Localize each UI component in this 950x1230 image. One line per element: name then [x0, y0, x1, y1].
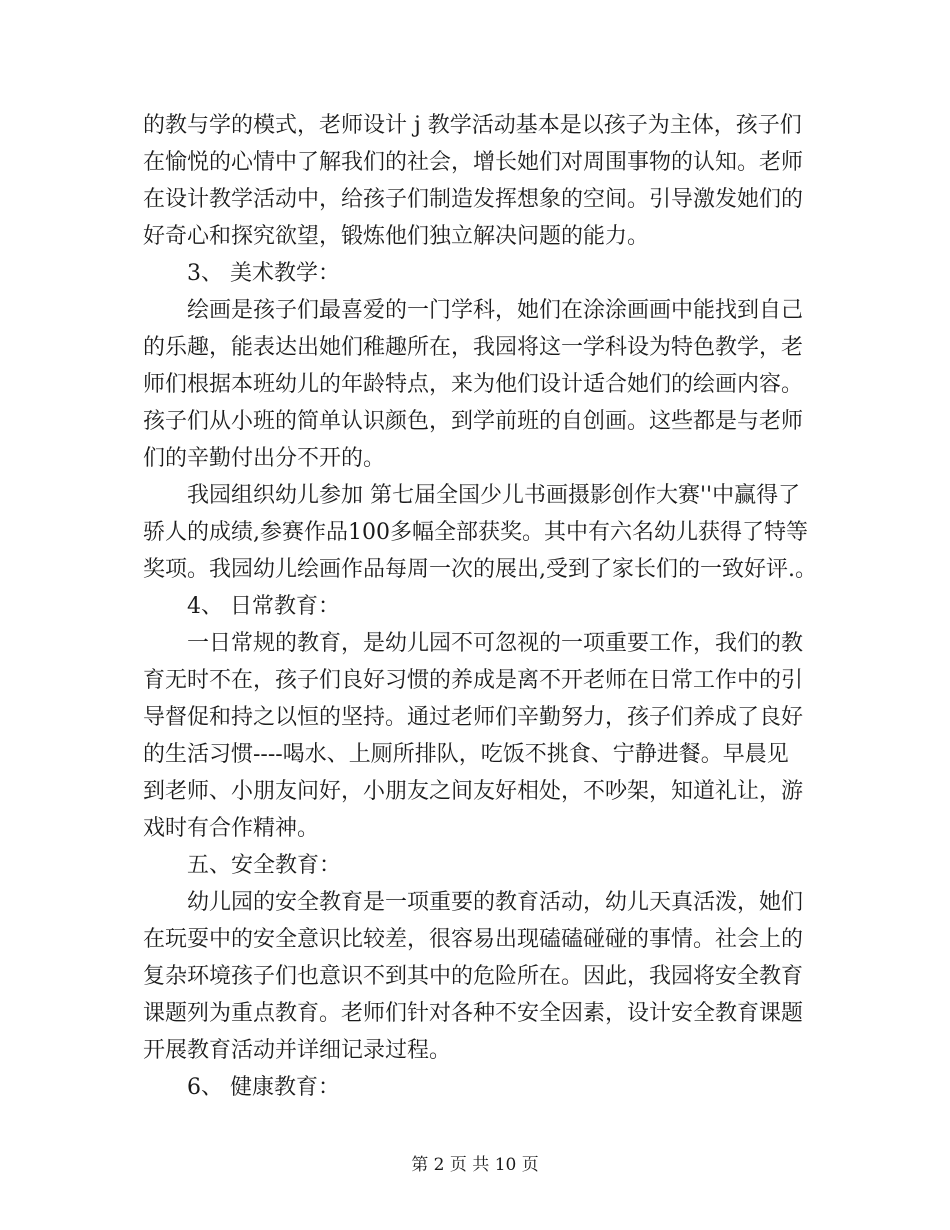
- paragraph-first-line: 幼儿园的安全教育是一项重要的教育活动，幼儿天真活泼，她们: [187, 890, 804, 915]
- body-line: 到老师、小朋友问好，小朋友之间友好相处，不吵架，知道礼让，游: [143, 779, 804, 804]
- body-line: 在玩耍中的安全意识比较差，很容易出现磕磕碰碰的事情。社会上的: [143, 927, 804, 952]
- body-line: 在愉悦的心情中了解我们的社会，增长她们对周围事物的认知。老师: [143, 150, 804, 175]
- body-line: 开展教育活动并详细记录过程。: [143, 1038, 452, 1063]
- body-line: 导督促和持之以恒的坚持。通过老师们辛勤努力，孩子们养成了良好: [143, 705, 804, 730]
- body-line: 孩子们从小班的简单认识颜色，到学前班的自创画。这些都是与老师: [143, 409, 804, 434]
- body-line: 好奇心和探究欲望，锻炼他们独立解决问题的能力。: [143, 224, 650, 249]
- paragraph-first-line: 绘画是孩子们最喜爱的一门学科，她们在涂涂画画中能找到自己: [187, 298, 804, 323]
- paragraph-first-line: 一日常规的教育，是幼儿园不可忽视的一项重要工作，我们的教: [187, 631, 804, 656]
- document-body: [143, 107, 823, 1106]
- body-line: 的生活习惯----喝水、上厕所排队，吃饭不挑食、宁静进餐。早晨见: [143, 742, 789, 767]
- body-line: 们的辛勤付出分不开的。: [143, 446, 386, 471]
- section-heading: 6、 健康教育：: [187, 1075, 340, 1100]
- body-line: 课题列为重点教育。老师们针对各种不安全因素，设计安全教育课题: [143, 1001, 804, 1026]
- body-line: 育无时不在，孩子们良好习惯的养成是离不开老师在日常工作中的引: [143, 668, 804, 693]
- body-line: 师们根据本班幼儿的年龄特点，来为他们设计适合她们的绘画内容。: [143, 372, 804, 397]
- body-line: 在设计教学活动中，给孩子们制造发挥想象的空间。引导激发她们的: [143, 187, 804, 212]
- section-heading: 4、 日常教育：: [187, 594, 340, 619]
- section-heading: 五、安全教育：: [187, 853, 342, 878]
- body-line: 戏时有合作精神。: [143, 816, 320, 841]
- page-number-footer: 第 2 页 共 10 页: [411, 1155, 539, 1175]
- body-line: 的乐趣，能表达出她们稚趣所在，我园将这一学科设为特色教学，老: [143, 335, 804, 360]
- body-line: 的教与学的模式，老师设计 j 教学活动基本是以孩子为主体，孩子们: [143, 113, 802, 138]
- paragraph-first-line: 我园组织幼儿参加 第七届全国少儿书画摄影创作大赛''中赢得了: [187, 483, 801, 508]
- section-heading: 3、 美术教学：: [187, 261, 340, 286]
- body-line: 奖项。我园幼儿绘画作品每周一次的展出,受到了家长们的一致好评.。: [143, 557, 817, 582]
- body-line: 复杂环境孩子们也意识不到其中的危险所在。因此，我园将安全教育: [143, 964, 804, 989]
- body-line: 骄人的成绩,参赛作品100多幅全部获奖。其中有六名幼儿获得了特等: [143, 520, 808, 545]
